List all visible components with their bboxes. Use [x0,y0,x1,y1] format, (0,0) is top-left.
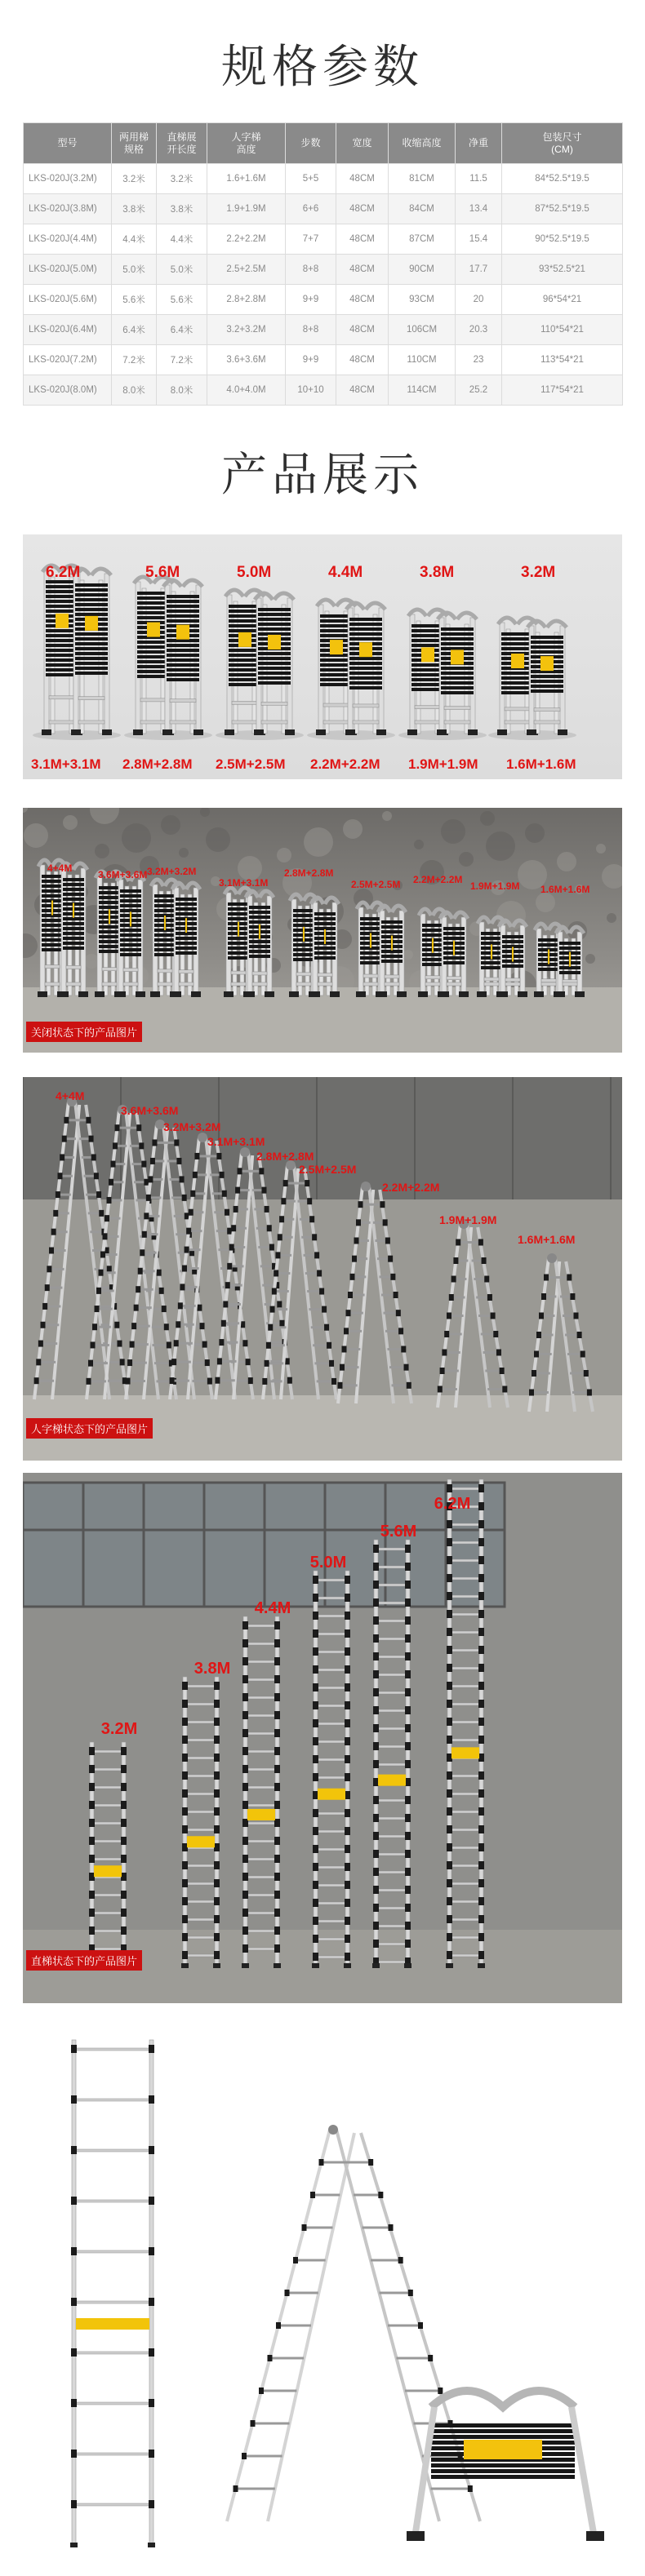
size-label: 5.6M [380,1523,417,1541]
spec-cell: 20 [456,285,502,315]
ladder [345,603,386,735]
top-size-label: 6.2M [46,564,81,581]
spec-cell: 3.2米 [157,164,207,194]
spec-cell: LKS-020J(3.2M) [24,164,112,194]
spec-cell: 48CM [336,375,389,406]
closed-ladders-image [23,808,622,1053]
spec-cell: 13.4 [456,194,502,224]
spec-cell: 4.4米 [157,224,207,255]
spec-cell: 9+9 [286,285,336,315]
spec-cell: 117*54*21 [502,375,623,406]
spec-header-cell: 收缩高度 [389,123,456,164]
spec-cell: 48CM [336,164,389,194]
bottom-size-label: 1.9M+1.9M [408,756,478,772]
bottom-size-label: 2.8M+2.8M [122,756,193,772]
ladder [71,569,112,735]
spec-cell: 113*54*21 [502,345,623,375]
spec-cell: LKS-020J(7.2M) [24,345,112,375]
size-label: 1.6M+1.6M [540,884,590,895]
size-label: 3.2M+3.2M [163,1120,221,1133]
spec-cell: 87CM [389,224,456,255]
spec-cell: 96*54*21 [502,285,623,315]
label [464,2440,542,2459]
size-label: 2.5M+2.5M [351,879,401,890]
spec-cell: 7+7 [286,224,336,255]
top-size-label: 4.4M [328,564,363,581]
spec-cell: 5+5 [286,164,336,194]
spec-cell: 3.2米 [112,164,157,194]
spec-header-row [24,123,623,164]
size-label: 3.2M+3.2M [147,866,197,877]
product-panel-white [23,2024,622,2554]
spec-cell: 48CM [336,194,389,224]
spec-cell: 6.4米 [157,315,207,345]
spec-cell: 17.7 [456,255,502,285]
size-label: 3.6M+3.6M [98,869,148,880]
spec-cell: 25.2 [456,375,502,406]
spec-cell: 2.5+2.5M [207,255,286,285]
size-label: 3.6M+3.6M [121,1104,179,1117]
spec-cell: 7.2米 [157,345,207,375]
spec-cell: 3.6+3.6M [207,345,286,375]
product-panel-aframe [23,1077,622,1461]
straight-caption-tag: 直梯状态下的产品图片 [26,1950,142,1971]
size-label: 1.9M+1.9M [470,880,520,892]
spec-cell: 3.2+3.2M [207,315,286,345]
ladder [437,613,478,735]
spec-cell: 3.8米 [112,194,157,224]
spec-header-cell: 人字梯 高度 [207,123,286,164]
spec-row [24,375,623,406]
straight-ladders-image [23,1473,622,2003]
specs-title: 规格参数 [221,41,424,94]
size-label: 2.5M+2.5M [299,1163,357,1176]
spec-cell: 8+8 [286,315,336,345]
spec-cell: 4.4米 [112,224,157,255]
spec-row [24,164,623,194]
aframe-caption-tag: 人字梯状态下的产品图片 [26,1418,153,1439]
size-label: 5.0M [309,1554,347,1572]
ladder [227,2125,480,2521]
spec-cell: 3.8米 [157,194,207,224]
aframe-ladders-image [23,1077,622,1461]
spec-cell: 114CM [389,375,456,406]
top-size-label: 5.0M [237,564,272,581]
size-label: 4.4M [254,1599,291,1617]
spec-cell: 93*52.5*21 [502,255,623,285]
spec-row [24,255,623,285]
spec-cell: 2.2+2.2M [207,224,286,255]
top-size-label: 3.8M [420,564,455,581]
size-label: 3.8M [194,1660,231,1678]
size-label: 3.2M [100,1720,138,1738]
bottom-size-label: 1.6M+1.6M [506,756,576,772]
spec-cell: 23 [456,345,502,375]
spec-cell: 110*54*21 [502,315,623,345]
spec-cell: 90CM [389,255,456,285]
spec-cell: 5.6米 [112,285,157,315]
spec-cell: 87*52.5*19.5 [502,194,623,224]
size-label: 4+4M [47,862,73,874]
spec-cell: 2.8+2.8M [207,285,286,315]
spec-cell: LKS-020J(6.4M) [24,315,112,345]
spec-header-cell: 直梯展 开长度 [157,123,207,164]
spec-cell: 8.0米 [112,375,157,406]
size-label: 3.1M+3.1M [207,1135,265,1148]
ladder [162,580,203,735]
spec-cell: 81CM [389,164,456,194]
bottom-size-label: 2.2M+2.2M [310,756,380,772]
spec-cell: 90*52.5*19.5 [502,224,623,255]
spec-cell: 93CM [389,285,456,315]
size-label: 4+4M [56,1089,85,1102]
spec-header-cell: 两用梯 规格 [112,123,157,164]
spec-cell: 5.0米 [157,255,207,285]
spec-cell: 48CM [336,315,389,345]
spec-cell: 15.4 [456,224,502,255]
spec-cell: 8.0米 [157,375,207,406]
spec-cell: LKS-020J(4.4M) [24,224,112,255]
size-label: 2.2M+2.2M [382,1181,440,1194]
spec-cell: 8+8 [286,255,336,285]
spec-row [24,285,623,315]
top-size-label: 3.2M [521,564,556,581]
spec-cell: LKS-020J(5.0M) [24,255,112,285]
spec-cell: LKS-020J(5.6M) [24,285,112,315]
bottom-size-label: 2.5M+2.5M [216,756,286,772]
hinge [431,2391,575,2407]
spec-row [24,345,623,375]
ladder [254,593,295,735]
size-label: 1.9M+1.9M [439,1213,497,1226]
spec-cell: 48CM [336,255,389,285]
top-size-label: 5.6M [145,564,180,581]
product-panel-straight [23,1473,622,2003]
spec-row [24,315,623,345]
size-label: 6.2M [434,1495,471,1513]
spec-cell: 6+6 [286,194,336,224]
product-panel-studio [23,534,622,779]
spec-body [24,164,623,406]
spec-header-cell: 宽度 [336,123,389,164]
spec-cell: 7.2米 [112,345,157,375]
spec-cell: 106CM [389,315,456,345]
spec-header-cell: 型号 [24,123,112,164]
size-label: 1.6M+1.6M [518,1233,576,1246]
spec-cell: 1.9+1.9M [207,194,286,224]
spec-cell: 11.5 [456,164,502,194]
spec-cell: LKS-020J(3.8M) [24,194,112,224]
spec-cell: 5.0米 [112,255,157,285]
spec-cell: 9+9 [286,345,336,375]
spec-cell: 20.3 [456,315,502,345]
studio-ladders-image [23,534,622,779]
bottom-size-label: 3.1M+3.1M [31,756,101,772]
product-white-image [23,2024,622,2554]
closed-caption-tag: 关闭状态下的产品图片 [26,1022,142,1042]
spec-cell: 10+10 [286,375,336,406]
spec-cell: 48CM [336,224,389,255]
ladder [527,621,567,735]
spec-table [23,122,623,406]
size-label: 3.1M+3.1M [219,877,269,889]
spec-row [24,194,623,224]
spec-cell: 1.6+1.6M [207,164,286,194]
size-label: 2.8M+2.8M [256,1150,314,1163]
spec-cell: 84*52.5*19.5 [502,164,623,194]
size-label: 2.2M+2.2M [413,874,463,885]
product-panel-closed [23,808,622,1053]
spec-header-cell: 包装尺寸 (CM) [502,123,623,164]
spec-cell: 110CM [389,345,456,375]
spec-cell: 48CM [336,345,389,375]
spec-cell: 48CM [336,285,389,315]
ladder [70,2040,155,2547]
spec-cell: 6.4米 [112,315,157,345]
spec-cell: LKS-020J(8.0M) [24,375,112,406]
spec-cell: 4.0+4.0M [207,375,286,406]
spec-header-cell: 步数 [286,123,336,164]
size-label: 2.8M+2.8M [284,867,334,879]
spec-cell: 5.6米 [157,285,207,315]
ground [23,987,622,1053]
spec-header-cell: 净重 [456,123,502,164]
spec-row [24,224,623,255]
spec-cell: 84CM [389,194,456,224]
showcase-title: 产品展示 [221,449,424,502]
